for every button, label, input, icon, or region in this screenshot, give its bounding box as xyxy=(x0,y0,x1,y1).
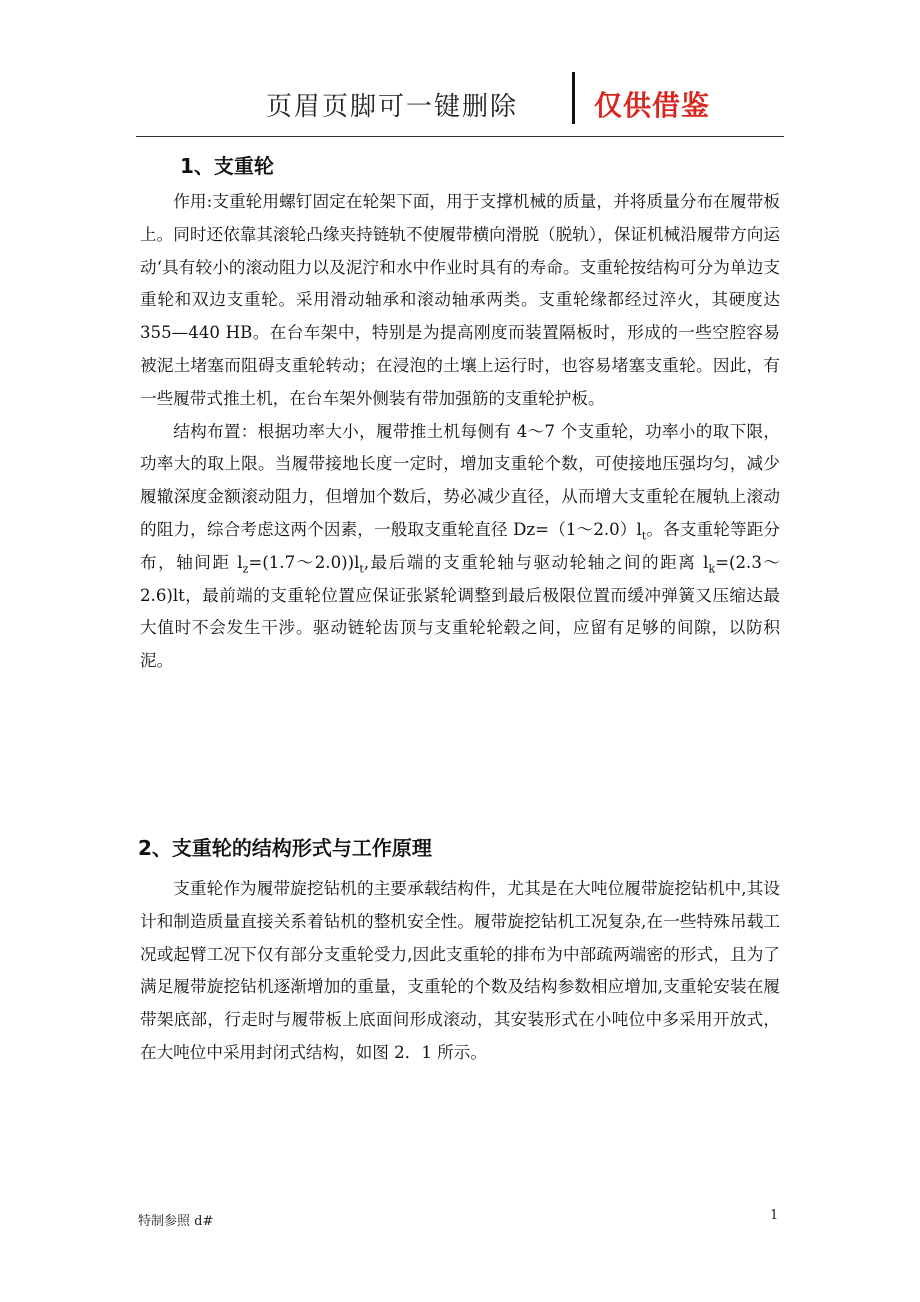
para2-text-a: 结构布置：根据功率大小，履带推土机每侧有 4～7 个支重轮，功率小的取下限，功率大的取上限。当履带接地长度一定时，增加支重轮个数，可使接地压强均匀，减少履辙深度金额滚动阻力，但增加个数后，势必减少直径，从而增大支重轮在履轨上滚动的阻力，综合考虑这两个因素，一般取支重轮直径 Dz=（1～2.0）l xyxy=(140,421,780,539)
page-number: 1 xyxy=(770,1208,779,1223)
header-divider xyxy=(572,72,575,124)
section2-heading: 2、支重轮的结构形式与工作原理 xyxy=(138,836,432,860)
para2-text-c: =(1.7～2.0))l xyxy=(248,552,360,572)
section2-body xyxy=(140,873,780,1070)
section1-body xyxy=(140,186,780,678)
section1-heading: 1、支重轮 xyxy=(180,154,274,178)
para2-text-d: ,最后端的支重轮轴与驱动轮轴之间的距离 l xyxy=(363,552,709,572)
section2-paragraph-1: 支重轮作为履带旋挖钻机的主要承载结构件，尤其是在大吨位履带旋挖钻机中,其设计和制造质量直接关系着钻机的整机安全性。履带旋挖钻机工况复杂,在一些特殊吊载工况或起臂工况下仅有部分支重轮受力,因此支重轮的排布为中部疏两端密的形式，且为了满足履带旋挖钻机逐渐增加的重量，支重轮的个数及结构参数相应增加,支重轮安装在履带架底部，行走时与履带板上底面间形成滚动，其安装形式在小吨位中多采用开放式，在大吨位中采用封闭式结构，如图 2．1 所示。 xyxy=(140,879,780,1062)
header-right-stamp: 仅供借鉴 xyxy=(594,89,711,122)
subscript-z: z xyxy=(242,562,249,576)
para2-text-b: 。各支重轮等距分布，轴间距 l xyxy=(140,519,781,572)
footer-label: 特制参照 d# xyxy=(138,1214,214,1229)
subscript-k: k xyxy=(708,562,716,576)
header-rule xyxy=(136,136,784,137)
subscript-t: t xyxy=(641,529,647,543)
para2-text-e: =(2.3～2.6)lt，最前端的支重轮位置应保证张紧轮调整到最后极限位置而缓冲弹簧又压缩达最大值时不会发生干涉。驱动链轮齿顶与支重轮轮毂之间，应留有足够的间隙，以防积泥。 xyxy=(140,552,780,671)
header-left-text: 页眉页脚可一键删除 xyxy=(266,92,519,122)
subscript-t: t xyxy=(359,562,364,576)
page-header xyxy=(136,70,784,136)
section1-paragraph-2 xyxy=(140,416,780,678)
section1-paragraph-1: 作用:支重轮用螺钉固定在轮架下面，用于支撑机械的质量，并将质量分布在履带板上。同时还依靠其滚轮凸缘夹持链轨不使履带横向滑脱（脱轨），保证机械沿履带方向运动‘具有较小的滚动阻力以及泥泞和水中作业时具有的寿命。支重轮按结构可分为单边支重轮和双边支重轮。采用滑动轴承和滚动轴承两类。支重轮缘都经过淬火，其硬度达355—440 HB。在台车架中，特别是为提高刚度而装置隔板时，形成的一些空腔容易被泥土堵塞而阻碍支重轮转动；在浸泡的土壤上运行时，也容易堵塞支重轮。因此，有一些履带式推土机，在台车架外侧装有带加强筋的支重轮护板。 xyxy=(140,192,780,408)
